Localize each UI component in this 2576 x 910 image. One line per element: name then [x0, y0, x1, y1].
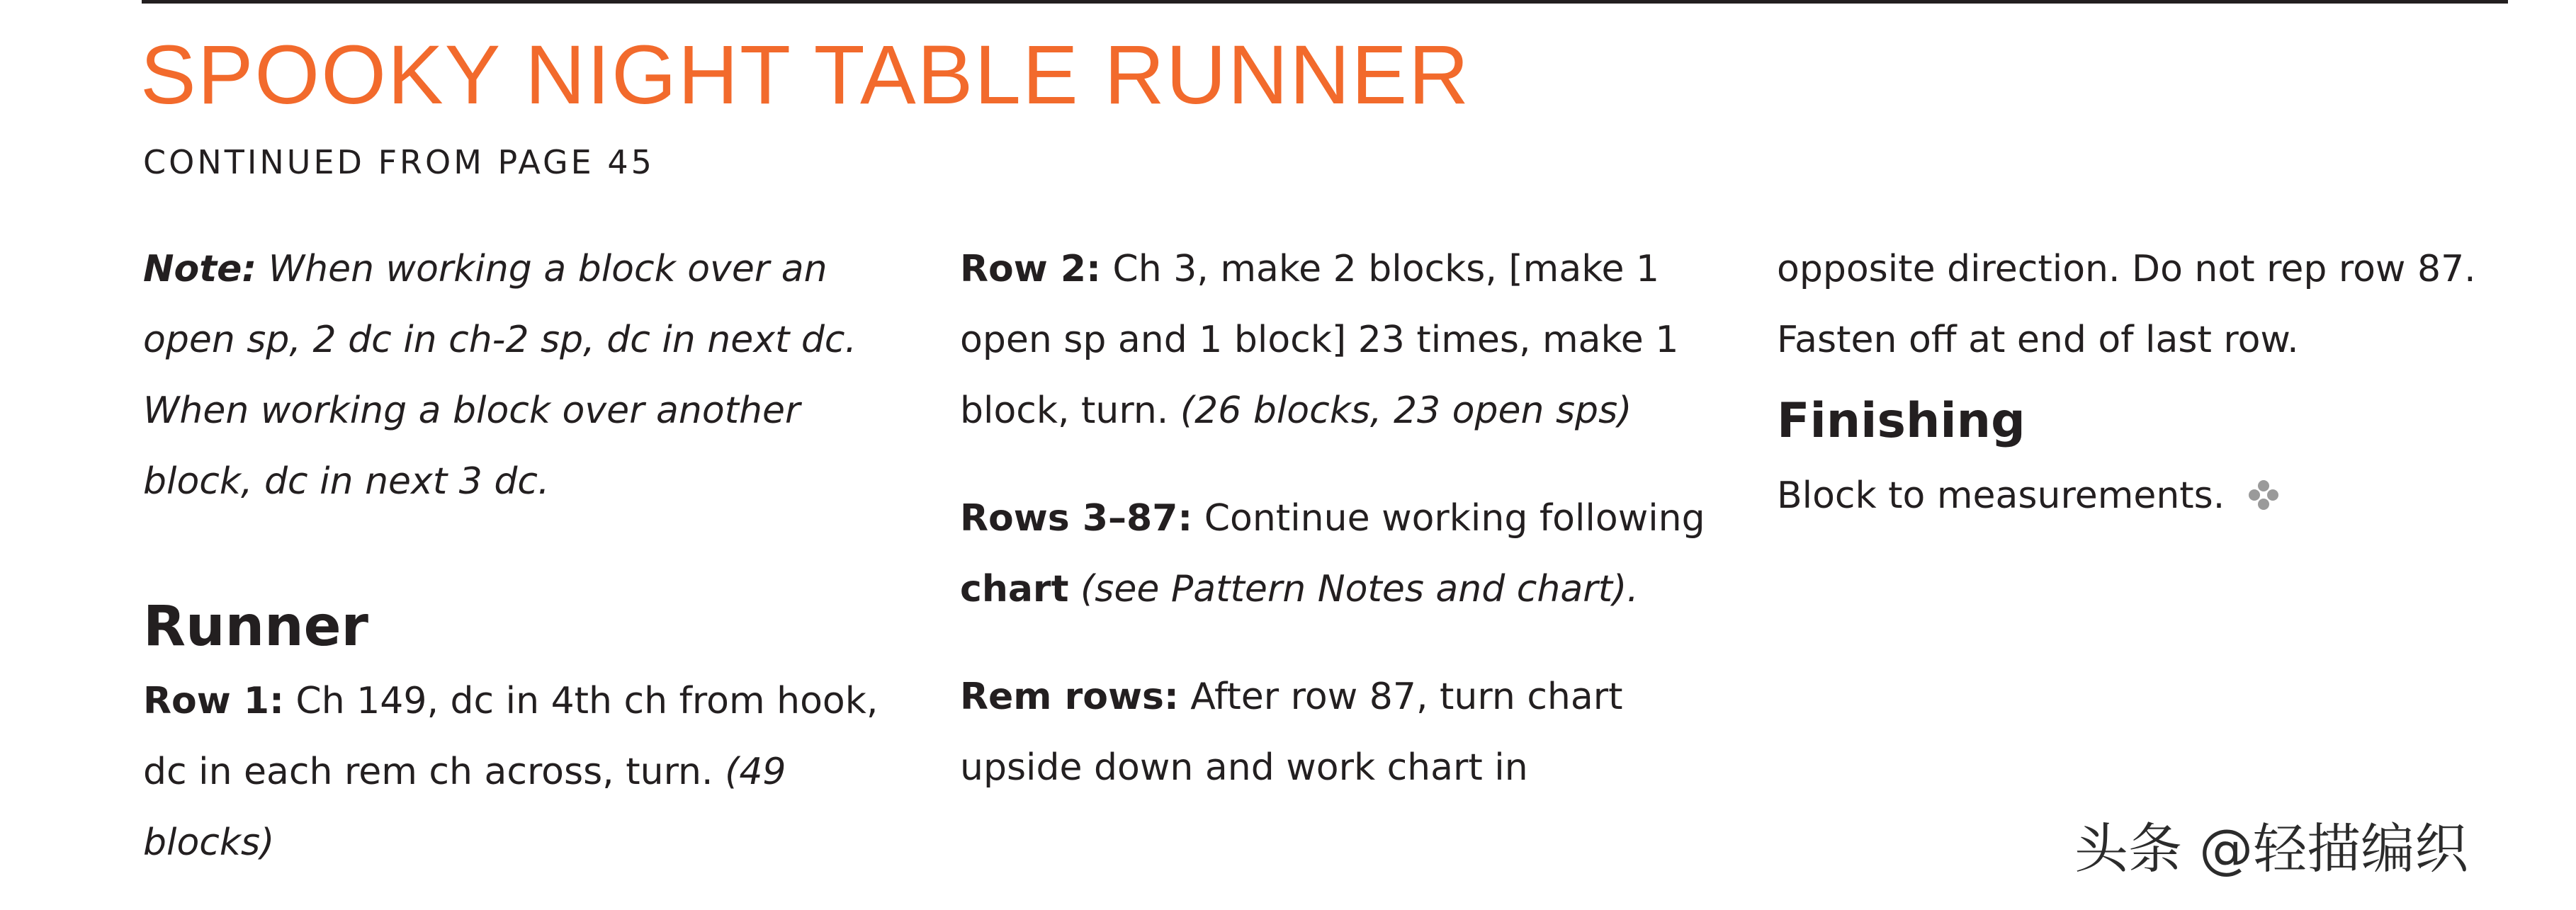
row2-label: Row 2:: [960, 248, 1101, 290]
note-text: When working a block over an open sp, 2 dc in ch-2 sp, dc in next dc. When working a block over another block, dc in next 3 dc.: [143, 248, 857, 503]
column-3: [1777, 234, 2535, 535]
row1-paragraph: [143, 666, 887, 878]
continued-paragraph: opposite direction. Do not rep row 87. Fasten off at end of last row.: [1777, 248, 2476, 361]
finishing-text: Block to measurements.: [1777, 474, 2225, 517]
finishing-paragraph: [1777, 460, 2535, 535]
row2-text: Ch 3, make 2 blocks, [make 1 open sp and 1 block] 23 times, make 1 block, turn.: [960, 248, 1679, 432]
chart-reference: chart: [960, 568, 1069, 610]
rem-rows-paragraph: [960, 661, 1725, 803]
rem-rows-text: After row 87, turn chart upside down and work chart in: [960, 676, 1623, 789]
finishing-heading: Finishing: [1777, 393, 2026, 449]
row1-label: Row 1:: [143, 680, 284, 722]
rows3-87-note: (see Pattern Notes and chart).: [1080, 568, 1639, 610]
top-rule: [142, 0, 2508, 4]
row1-count: (49 blocks): [143, 751, 786, 864]
end-of-article-icon: [2247, 465, 2281, 535]
note-label: Note:: [143, 248, 257, 290]
runner-heading: Runner: [143, 595, 369, 659]
rows3-87-label: Rows 3–87:: [960, 497, 1193, 540]
row2-count: (26 blocks, 23 open sps): [1180, 389, 1632, 432]
continued-from-label: CONTINUED FROM PAGE 45: [143, 143, 655, 181]
row1-text: Ch 149, dc in 4th ch from hook, dc in each rem ch across, turn.: [143, 680, 879, 793]
rem-rows-label: Rem rows:: [960, 676, 1179, 718]
page-title: SPOOKY NIGHT TABLE RUNNER: [140, 28, 1471, 122]
source-watermark: 头条 @轻描编织: [2074, 817, 2469, 880]
rows3-87-text: Continue working following: [1204, 497, 1705, 540]
row2-paragraph: [960, 234, 1725, 446]
column-1: [143, 234, 887, 878]
rows3-87-paragraph: [960, 483, 1725, 625]
column-2: [960, 234, 1725, 803]
note-paragraph: [143, 234, 887, 517]
